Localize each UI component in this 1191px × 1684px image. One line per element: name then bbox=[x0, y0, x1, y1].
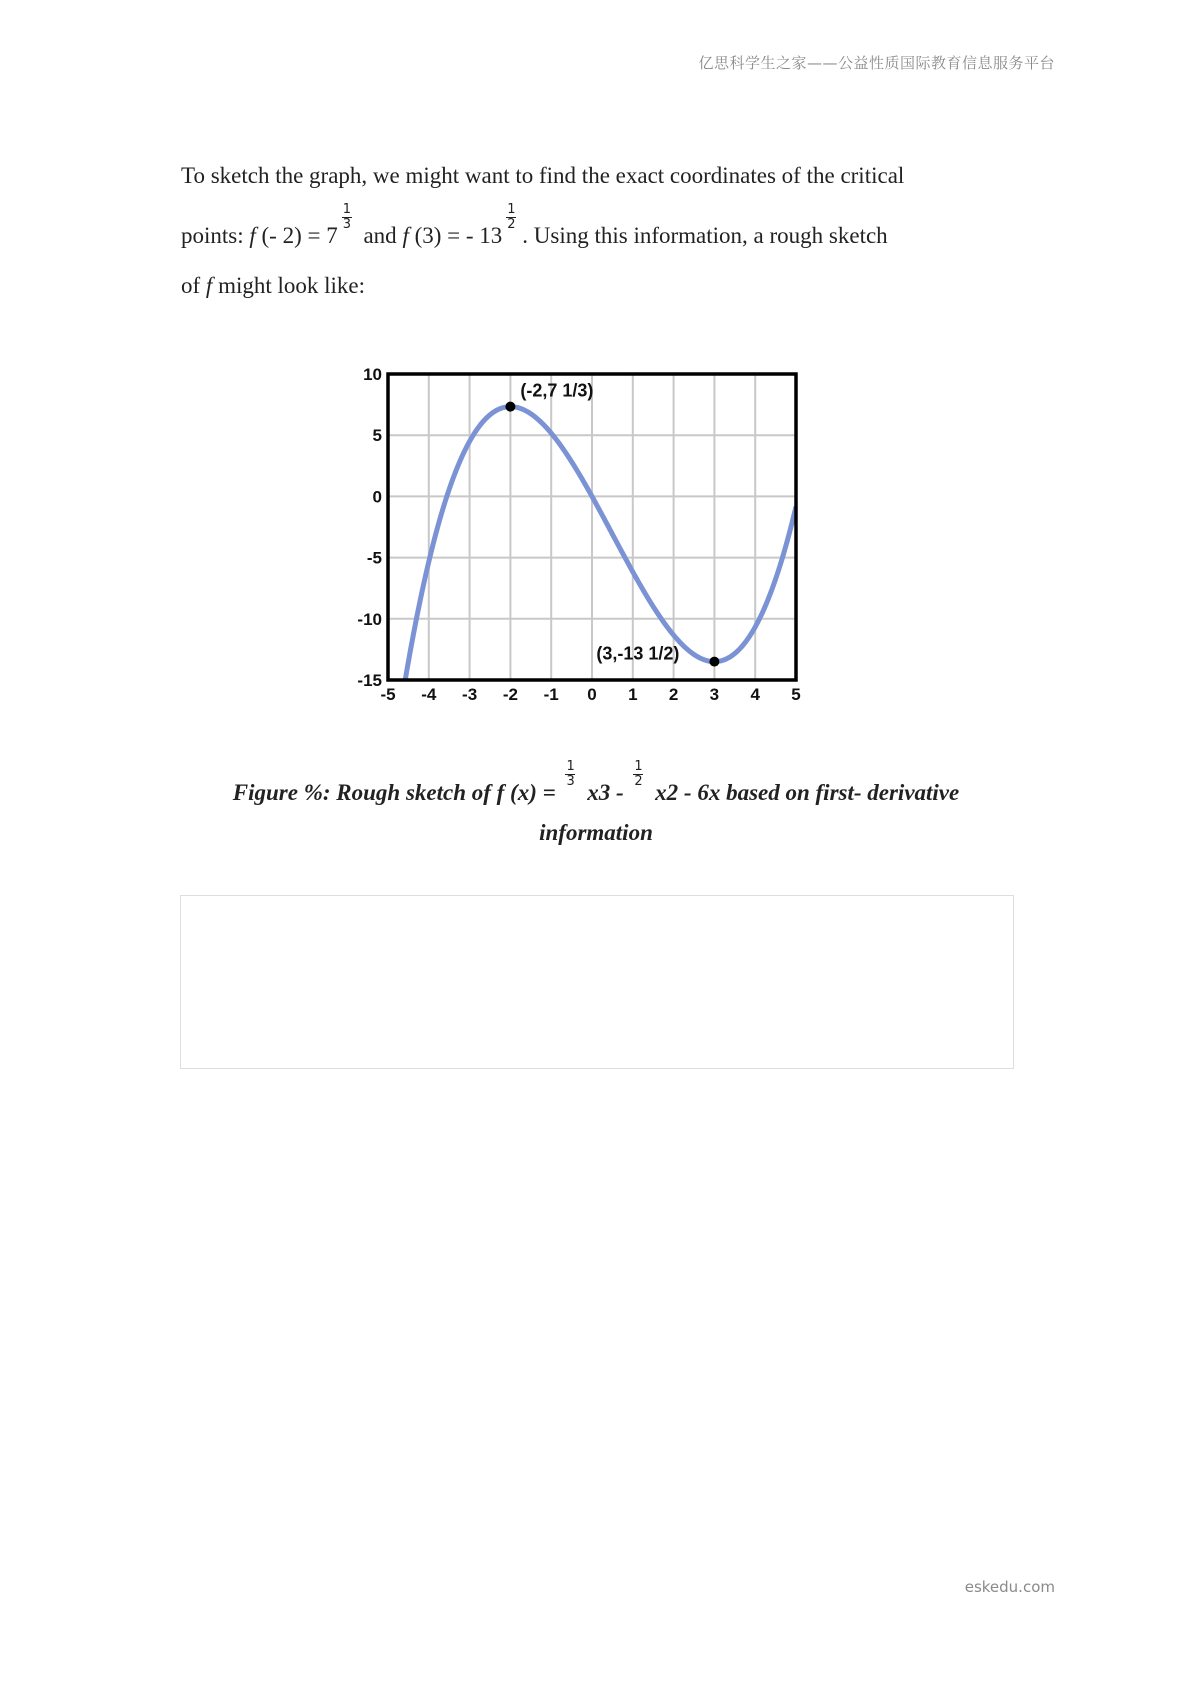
y-tick-label: 0 bbox=[372, 487, 382, 507]
critical-point bbox=[709, 657, 719, 667]
x-tick-label: 0 bbox=[587, 685, 597, 704]
y-tick-label: -5 bbox=[366, 548, 382, 568]
x-tick-label: -4 bbox=[421, 685, 437, 704]
y-tick-label: -10 bbox=[357, 609, 382, 629]
figure-caption-line-1: Figure %: Rough sketch of f (x) = $\frac{1}{3}$ x3 - $\frac{1}{2}$ x2 - 6x based on first- derivative bbox=[181, 778, 1011, 808]
paragraph-line-3: of f might look like: bbox=[181, 273, 366, 298]
x-tick-label: -5 bbox=[380, 685, 396, 704]
x-tick-label: -1 bbox=[543, 685, 559, 704]
x-tick-label: -2 bbox=[502, 685, 518, 704]
critical-point bbox=[505, 402, 515, 412]
paragraph-line-2: points: f (- 2) = 7 $\frac{1}{3}$ and f (3) = - 13 $\frac{1}{2}$ . Using this information, a rough sketch bbox=[181, 221, 981, 251]
critical-point-label: (-2,7 1/3) bbox=[520, 380, 594, 401]
caption-fraction-one-third: $\frac{1}{3}$ bbox=[566, 759, 575, 789]
caption-fraction-one-half: $\frac{1}{2}$ bbox=[634, 759, 643, 789]
y-tick-label: 10 bbox=[363, 365, 382, 384]
x-tick-label: 5 bbox=[791, 685, 801, 704]
empty-content-box bbox=[180, 895, 1014, 1069]
paragraph-line-1: To sketch the graph, we might want to find the exact coordinates of the critical bbox=[181, 163, 905, 188]
x-tick-label: 2 bbox=[668, 685, 679, 704]
x-tick-label: 3 bbox=[709, 685, 720, 704]
figure-caption-line-2: information bbox=[539, 820, 653, 845]
x-tick-label: 4 bbox=[750, 685, 760, 704]
function-graph bbox=[340, 362, 820, 722]
fraction-one-third: $\frac{1}{3}$ bbox=[342, 202, 351, 232]
site-header: 亿思科学生之家——公益性质国际教育信息服务平台 bbox=[698, 54, 1055, 72]
fraction-one-half: $\frac{1}{2}$ bbox=[507, 202, 516, 232]
x-tick-label: 1 bbox=[628, 685, 638, 704]
y-tick-label: 5 bbox=[372, 426, 382, 446]
y-tick-label: -15 bbox=[357, 671, 382, 690]
x-tick-label: -3 bbox=[462, 685, 478, 704]
site-footer: eskedu.com bbox=[964, 1578, 1055, 1596]
critical-point-label: (3,-13 1/2) bbox=[596, 643, 680, 664]
